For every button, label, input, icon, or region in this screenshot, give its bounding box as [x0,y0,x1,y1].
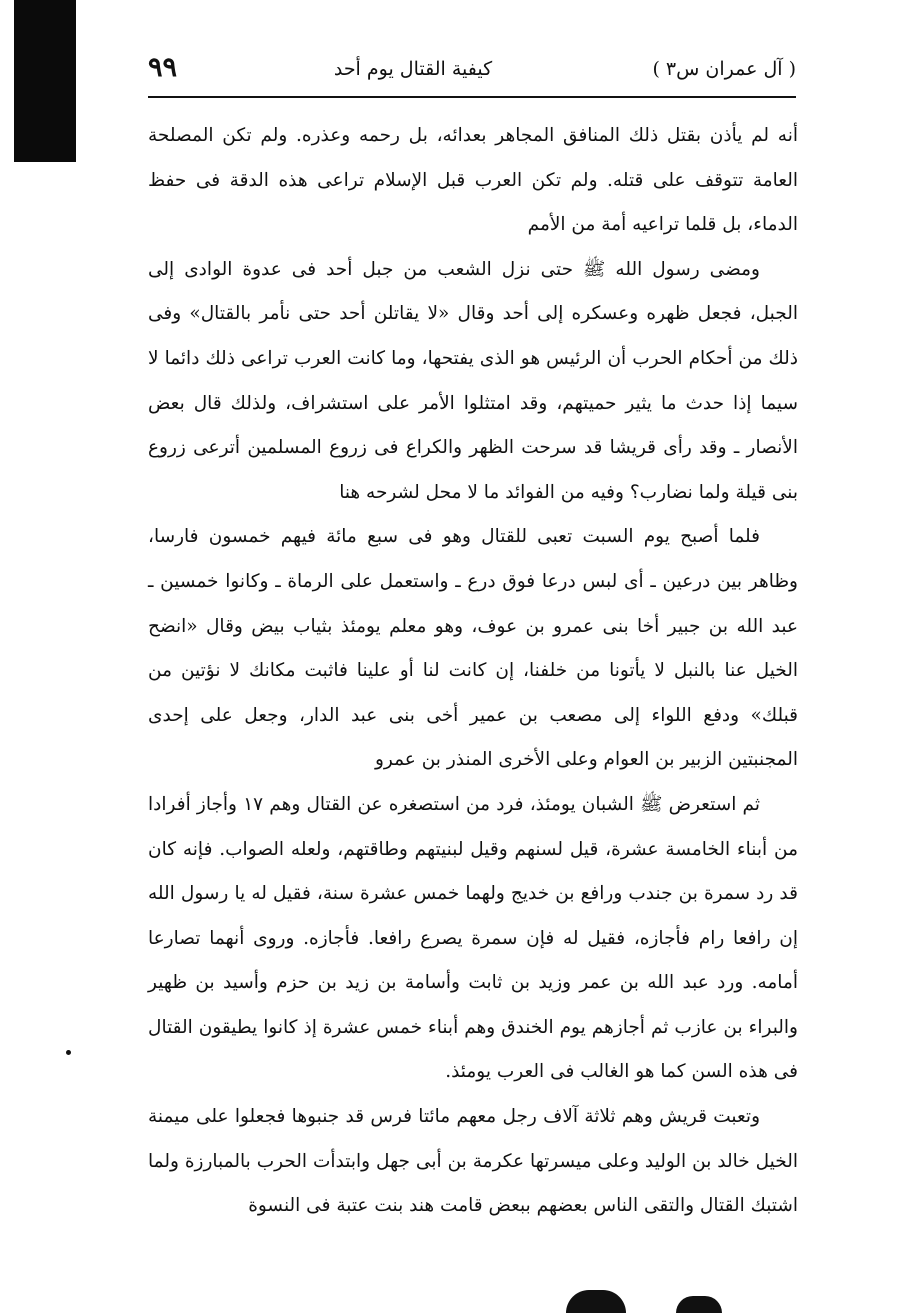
chapter-title: كيفية القتال يوم أحد [333,58,493,80]
paragraph-2: ومضى رسول الله ﷺ حتى نزل الشعب من جبل أحد فى عدوة الوادى إلى الجبل، فجعل ظهره وعسكره إلى أحد وقال «لا يقاتلن أحد حتى نأمر بالقتال» وفى ذلك من أحكام الحرب أن الرئيس هو الذى يفتحها، وما كانت العرب تراعى ذلك دائما لا سيما إذا حدث ما يثير حميتهم، وقد امتثلوا الأمر على استشراف، ولذلك قال بعض الأنصار ـ وقد رأى قريشا قد سرحت الظهر والكراع فى زروع المسلمين أترعى زروع بنى قيلة ولما نضارب؟ وفيه من الفوائد ما لا محل لشرحه هنا [148,258,798,503]
page-header [148,52,796,94]
bottom-ink-smudge-right [676,1296,722,1313]
bottom-ink-smudge [566,1290,626,1313]
page-body [148,114,798,1229]
page-number: ٩٩ [148,52,178,83]
paragraph-3: فلما أصبح يوم السبت تعبى للقتال وهو فى سبع مائة فيهم خمسون فارسا، وظاهر بين درعين ـ أى لبس درعا فوق درع ـ واستعمل على الرماة ـ وكانوا خمسين ـ عبد الله بن جبير أخا بنى عمرو بن عوف، وهو معلم يومئذ بثياب بيض وقال «انضح الخيل عنا بالنبل لا يأتونا من خلفنا، إن كانت لنا أو علينا فاثبت مكانك لا نؤتين من قبلك» ودفع اللواء إلى مصعب بن عمير أخى بنى عبد الدار، وجعل على إحدى المجنبتين الزبير بن العوام وعلى الأخرى المنذر بن عمرو [148,526,798,771]
stray-ink-dot [66,1050,71,1055]
paragraph-4: ثم استعرض ﷺ الشبان يومئذ، فرد من استصغره عن القتال وهم ١٧ وأجاز أفرادا من أبناء الخامسة عشرة، قيل لسنهم وقيل لبنيتهم وطاقتهم، ولعله الصواب. فإنه كان قد رد سمرة بن جندب ورافع بن خديج ولهما خمس عشرة سنة، فقيل له يا رسول الله إن رافعا رام فأجازه، فقيل له فإن سمرة يصرع رافعا. فأجازه. وروى أنهما تصارعا أمامه. ورد عبد الله بن عمر وزيد بن ثابت وأسامة بن زيد بن حزم وأسيد بن ظهير والبراء بن عازب ثم أجازهم يوم الخندق وهم أبناء خمس عشرة إذ كانوا يطيقون القتال فى هذه السن كما هو الغالب فى العرب يومئذ. [148,793,798,1083]
paragraph-5: وتعبت قريش وهم ثلاثة آلاف رجل معهم مائتا فرس قد جنبوها فجعلوا على ميمنة الخيل خالد بن الوليد وعلى ميسرتها عكرمة بن أبى جهل وابتدأت الحرب بالمبارزة ولما اشتبك القتال والتقى الناس بعضهم ببعض قامت هند بنت عتبة فى النسوة [148,1106,798,1217]
binding-shadow [14,0,76,162]
paragraph-1: أنه لم يأذن بقتل ذلك المنافق المجاهر بعدائه، بل رحمه وعذره. ولم تكن المصلحة العامة تتوقف على قتله. ولم تكن العرب قبل الإسلام تراعى هذه الدقة فى حفظ الدماء، بل قلما تراعيه أمة من الأمم [148,125,798,236]
header-rule [148,96,796,98]
section-reference: ( آل عمران س٣ ) [652,58,796,80]
